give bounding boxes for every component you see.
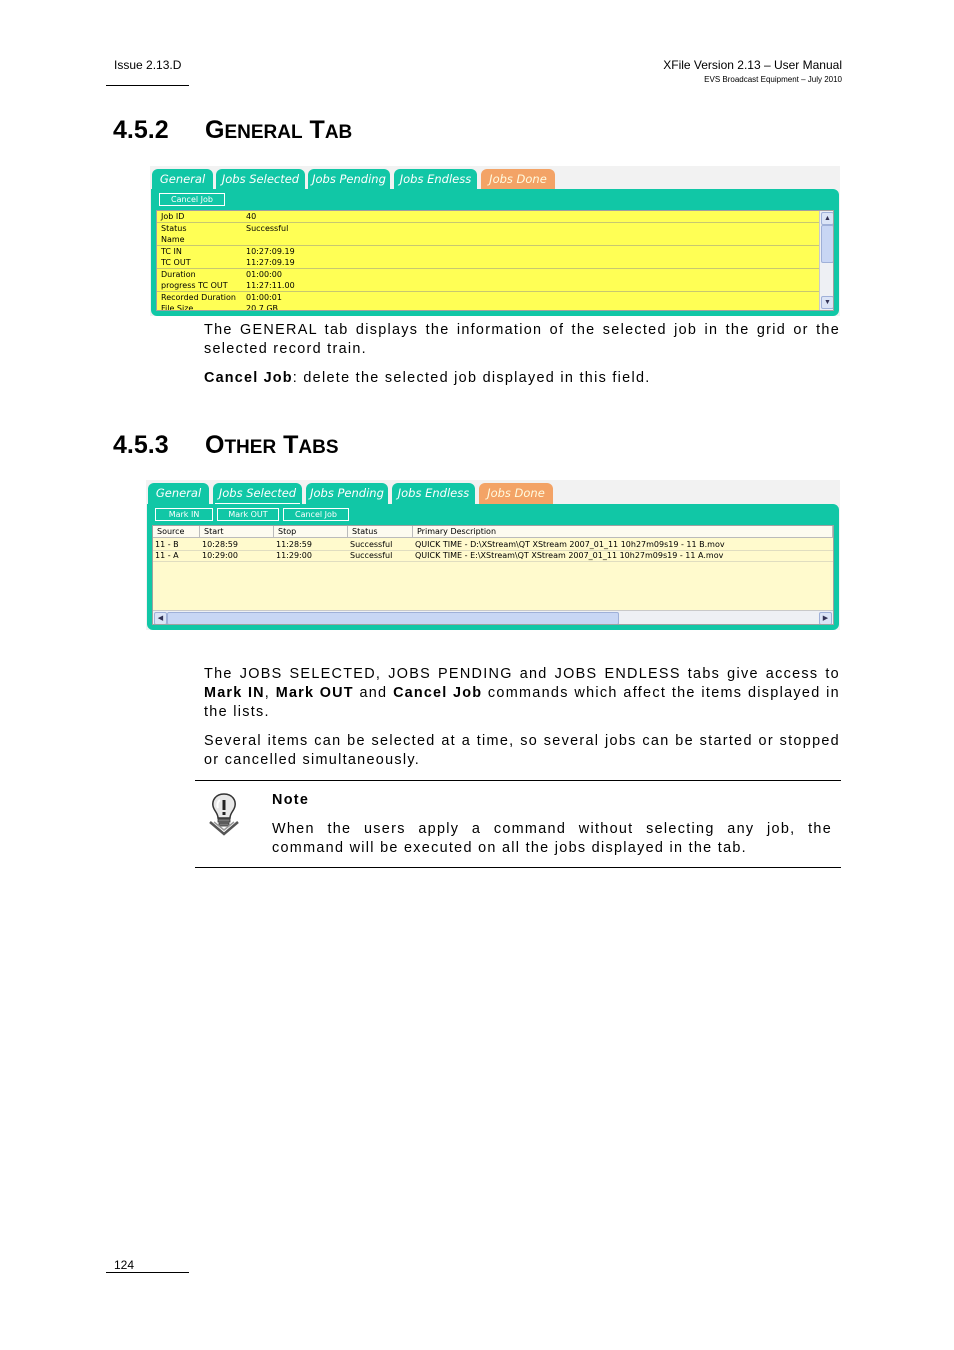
- job-field-key: Status: [161, 223, 187, 233]
- column-header-start[interactable]: Start: [200, 526, 274, 538]
- cancel-job-description: Cancel Job: delete the selected job displayed in this field.: [204, 370, 651, 386]
- issue-label: Issue 2.13.D: [114, 58, 182, 72]
- vertical-scrollbar[interactable]: [819, 211, 834, 310]
- job-field-value: 01:00:01: [246, 292, 282, 302]
- job-field-key: Duration: [161, 269, 196, 279]
- job-field-row[interactable]: [157, 269, 819, 281]
- column-header-stop[interactable]: Stop: [274, 526, 348, 538]
- job-field-row[interactable]: [157, 234, 819, 246]
- job-field-value: 01:00:00: [246, 269, 282, 279]
- column-header-source[interactable]: Source: [153, 526, 200, 538]
- job-field-row[interactable]: [157, 292, 819, 304]
- jobs-list: [152, 525, 834, 625]
- tab-jobs-selected[interactable]: Jobs Selected: [216, 169, 305, 190]
- tab-jobs-endless[interactable]: Jobs Endless: [392, 483, 475, 504]
- job-field-row[interactable]: [157, 223, 819, 235]
- job-field-key: TC OUT: [161, 258, 191, 267]
- section-heading-other-tabs: 4.5.3 OTHER TABS: [113, 431, 339, 459]
- tab-jobs-selected[interactable]: Jobs Selected: [213, 483, 302, 504]
- tab-jobs-pending[interactable]: Jobs Pending: [306, 483, 388, 504]
- job-field-key: File Size: [161, 304, 194, 311]
- table-cell: Successful: [350, 540, 393, 549]
- job-field-value: 20.7 GB: [246, 304, 279, 311]
- table-row[interactable]: [153, 550, 833, 562]
- table-cell: 11 - A: [155, 551, 179, 560]
- job-info-grid: [156, 210, 834, 311]
- table-cell: 10:29:00: [202, 551, 238, 560]
- job-field-value: Successful: [246, 223, 289, 233]
- scroll-thumb[interactable]: [821, 225, 834, 263]
- other-tabs-description: The JOBS SELECTED, JOBS PENDING and JOBS ENDLESS tabs give access to Mark IN, Mark OUT and Cancel Job commands which affect the items displayed in the lists.: [204, 666, 840, 720]
- tab-jobs-pending[interactable]: Jobs Pending: [308, 169, 390, 190]
- page-number: 124: [114, 1258, 135, 1272]
- table-cell: 11 - B: [155, 540, 179, 549]
- job-field-key: Recorded Duration: [161, 292, 236, 302]
- note-body: When the users apply a command without selecting any job, the command will be executed on all the jobs displayed in the tab.: [272, 821, 832, 856]
- general-tab-frame: [151, 189, 839, 316]
- table-cell: QUICK TIME - E:\XStream\QT XStream 2007_01_11 10h27m09s19 - 11 A.mov: [415, 551, 724, 560]
- tab-general[interactable]: General: [152, 169, 213, 190]
- table-cell: Successful: [350, 551, 393, 560]
- tab-jobs-endless[interactable]: Jobs Endless: [394, 169, 477, 190]
- section-heading-general: 4.5.2 GENERAL TAB: [113, 116, 353, 144]
- tab-general[interactable]: General: [148, 483, 209, 504]
- note-top-rule: [195, 780, 841, 781]
- header-rule: [106, 85, 189, 86]
- column-header-status[interactable]: Status: [348, 526, 413, 538]
- scroll-left-icon[interactable]: ◀: [154, 612, 167, 625]
- manual-subtitle: EVS Broadcast Equipment – July 2010: [704, 75, 842, 84]
- horizontal-scrollbar[interactable]: [153, 610, 833, 625]
- general-tab-description: The GENERAL tab displays the information of the selected job in the grid or the selected record train.: [204, 322, 840, 357]
- job-field-row[interactable]: [157, 303, 819, 311]
- note-title: Note: [272, 792, 310, 808]
- job-field-row[interactable]: [157, 246, 819, 258]
- other-tabs-screenshot: [146, 480, 840, 630]
- table-cell: 10:28:59: [202, 540, 238, 549]
- scroll-down-icon[interactable]: ▼: [821, 296, 834, 309]
- document-header: [663, 58, 842, 84]
- cancel-job-button[interactable]: Cancel Job: [283, 508, 349, 521]
- table-cell: 11:28:59: [276, 540, 312, 549]
- column-header-primary-description[interactable]: Primary Description: [413, 526, 833, 538]
- job-field-value: 10:27:09.19: [246, 246, 295, 256]
- job-field-key: Name: [161, 235, 185, 244]
- scroll-up-icon[interactable]: ▲: [821, 212, 834, 225]
- multi-select-description: Several items can be selected at a time, so several jobs can be started or stopped or cancelled simultaneously.: [204, 733, 840, 768]
- general-tab-screenshot: [150, 166, 840, 316]
- cancel-job-button[interactable]: Cancel Job: [159, 193, 225, 206]
- job-field-value: 11:27:11.00: [246, 281, 295, 290]
- job-field-row[interactable]: [157, 257, 819, 269]
- job-field-row[interactable]: [157, 280, 819, 292]
- job-field-key: progress TC OUT: [161, 281, 228, 290]
- tab-jobs-done[interactable]: Jobs Done: [481, 169, 555, 190]
- note-bottom-rule: [195, 867, 841, 868]
- mark-out-button[interactable]: Mark OUT: [217, 508, 279, 521]
- scroll-right-icon[interactable]: ▶: [819, 612, 832, 625]
- scroll-thumb[interactable]: [167, 612, 619, 625]
- job-field-key: TC IN: [161, 246, 182, 256]
- table-cell: QUICK TIME - D:\XStream\QT XStream 2007_01_11 10h27m09s19 - 11 B.mov: [415, 540, 725, 549]
- note-lightbulb-icon: [206, 792, 242, 836]
- tab-jobs-done[interactable]: Jobs Done: [479, 483, 553, 504]
- job-field-value: 40: [246, 212, 257, 221]
- job-field-row[interactable]: [157, 211, 819, 223]
- job-field-value: 11:27:09.19: [246, 258, 295, 267]
- table-cell: 11:29:00: [276, 551, 312, 560]
- jobs-selected-frame: [147, 504, 839, 630]
- job-field-key: Job ID: [161, 212, 185, 221]
- mark-in-button[interactable]: Mark IN: [155, 508, 213, 521]
- footer-rule: [106, 1272, 189, 1273]
- manual-title: XFile Version 2.13 – User Manual: [663, 58, 842, 72]
